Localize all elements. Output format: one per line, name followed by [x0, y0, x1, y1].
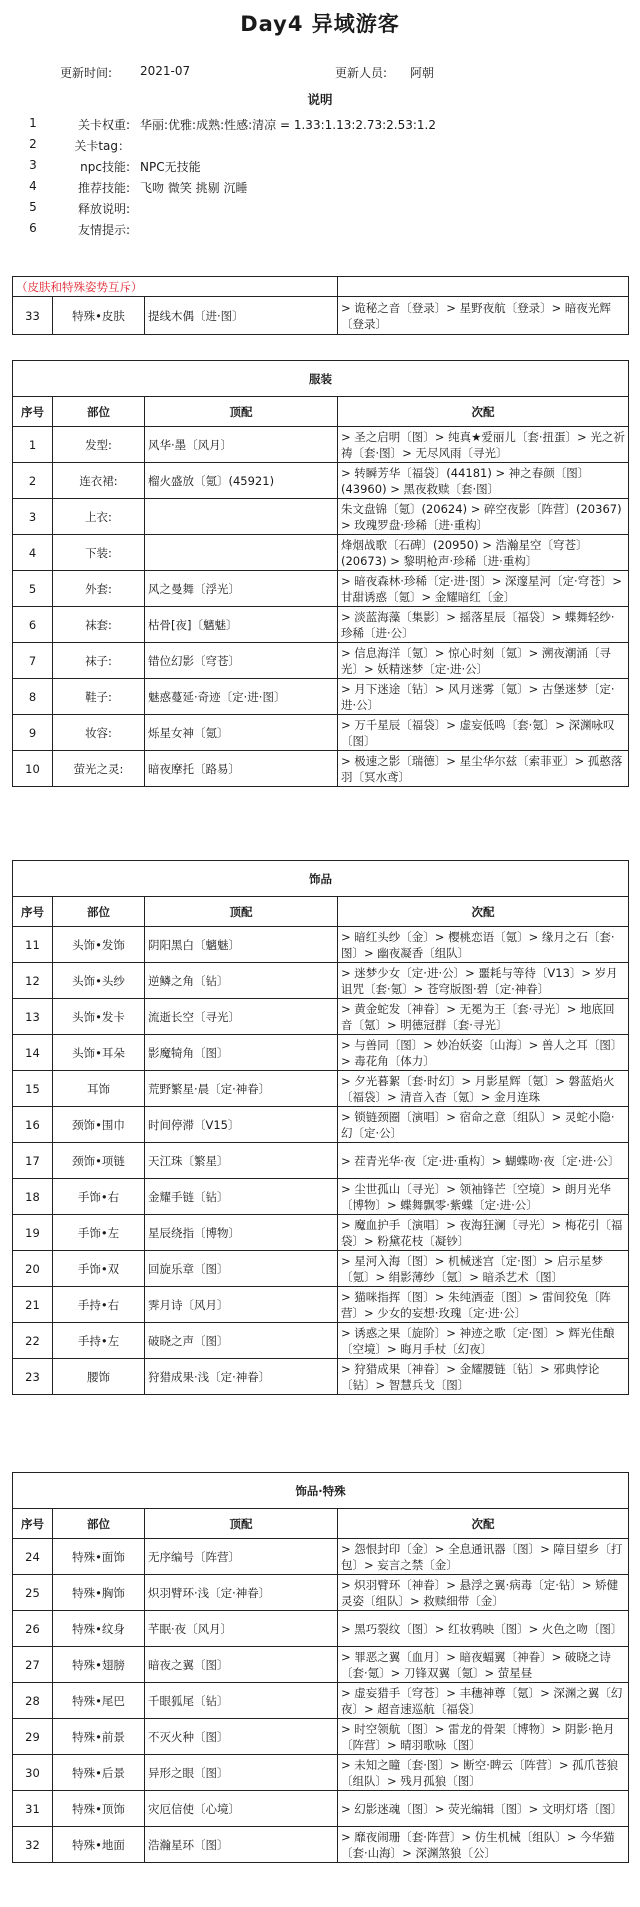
row-number: 1 [13, 427, 53, 463]
row-number: 26 [13, 1611, 53, 1647]
row-number: 2 [13, 463, 53, 499]
row-alt-picks: > 时空领航〔图〕> 雷龙的骨架〔博物〕> 阴影·艳月〔阵营〕> 晴羽歌咏〔图〕 [338, 1719, 629, 1755]
row-number: 32 [13, 1827, 53, 1863]
header-row [13, 1509, 629, 1539]
info-number: 3 [29, 158, 37, 172]
row-top-pick: 不灭火种〔图〕 [145, 1719, 338, 1755]
row-part: 袜子: [53, 643, 145, 679]
info-key: 关卡tag： [74, 139, 130, 153]
table-row [13, 1719, 629, 1755]
row-alt-picks: > 万千星辰〔福袋〕> 虚妄低鸣〔套·氪〕> 深渊咏叹〔图〕 [338, 715, 629, 751]
row-part: 袜套: [53, 607, 145, 643]
info-row [0, 221, 640, 241]
row-part: 头饰•头纱 [53, 963, 145, 999]
row-alt-picks: > 极速之影〔瑞德〕> 星尘华尔兹〔索菲亚〕> 孤憨落羽〔冥水鸢〕 [338, 751, 629, 787]
section-title: 服装 [13, 361, 629, 397]
info-value: NPC无技能 [140, 160, 201, 174]
row-number: 17 [13, 1143, 53, 1179]
row-part: 连衣裙: [53, 463, 145, 499]
table-row [13, 1827, 629, 1863]
info-key: npc技能: [80, 160, 130, 174]
row-top-pick: 榴火盛放〔氪〕(45921) [145, 463, 338, 499]
row-number: 22 [13, 1323, 53, 1359]
table-row [13, 679, 629, 715]
table-row [13, 1359, 629, 1395]
table-row [13, 643, 629, 679]
row-alt-picks: 朱文盘锦〔氪〕(20624) > 碎空夜影〔阵营〕(20367) > 玫瑰罗盘·珍稀〔进·重构〕 [338, 499, 629, 535]
table-row [13, 1179, 629, 1215]
row-top-pick [145, 499, 338, 535]
row-top-pick: 阴阳黑白〔魑魅〕 [145, 927, 338, 963]
info-row [0, 137, 640, 157]
row-top-pick: 逆鳞之角〔钻〕 [145, 963, 338, 999]
table-row [13, 1539, 629, 1575]
row-top-pick: 回旋乐章〔图〕 [145, 1251, 338, 1287]
table-row [13, 1143, 629, 1179]
table-row [13, 963, 629, 999]
info-key: 友情提示: [77, 223, 130, 237]
row-alt-picks: > 黄金蛇发〔神眷〕> 无冕为王〔套·寻光〕> 地底回音〔氪〕> 明德冠群〔套·寻光〕 [338, 999, 629, 1035]
table-row [13, 1251, 629, 1287]
row-part: 手持•右 [53, 1287, 145, 1323]
row-top-pick: 浩瀚星环〔图〕 [145, 1827, 338, 1863]
row-part: 特殊•顶饰 [53, 1791, 145, 1827]
row-part: 下装: [53, 535, 145, 571]
row-part: 发型: [53, 427, 145, 463]
column-header-part: 部位 [53, 397, 145, 427]
row-number: 18 [13, 1179, 53, 1215]
row-alt-picks: > 猫咪指挥〔图〕> 朱纯酒壶〔图〕> 雷间狡兔〔阵营〕> 少女的妄想·玫瑰〔定·进·公〕 [338, 1287, 629, 1323]
row-alt-picks: > 炽羽臂环〔神眷〕> 悬浮之翼·病毒〔定·钻〕> 矫健灵姿〔组队〕> 救赎细带〔金〕 [338, 1575, 629, 1611]
column-header-n: 序号 [13, 897, 53, 927]
row-number: 27 [13, 1647, 53, 1683]
row-top-pick: 炽羽臂环·浅〔定·神眷〕 [145, 1575, 338, 1611]
row-number: 9 [13, 715, 53, 751]
row-top-pick: 错位幻影〔穹苍〕 [145, 643, 338, 679]
table-row [13, 1107, 629, 1143]
row-part: 手持•左 [53, 1323, 145, 1359]
row-top-pick: 霁月诗〔风月〕 [145, 1287, 338, 1323]
row-part: 特殊•纹身 [53, 1611, 145, 1647]
row-number: 25 [13, 1575, 53, 1611]
row-number: 31 [13, 1791, 53, 1827]
table-row [13, 499, 629, 535]
section-title: 饰品·特殊 [13, 1473, 629, 1509]
row-alt-picks: > 虚妄猎手〔穹苍〕> 丰穗神尊〔氪〕> 深渊之翼〔幻夜〕> 超音速巡航〔福袋〕 [338, 1683, 629, 1719]
row-top-pick: 影魔犄角〔图〕 [145, 1035, 338, 1071]
table-row [13, 1323, 629, 1359]
column-header-top: 顶配 [145, 397, 338, 427]
row-number: 10 [13, 751, 53, 787]
row-top-pick [145, 535, 338, 571]
row-alt-picks: > 月下迷途〔钻〕> 风月迷雾〔氪〕> 古堡迷梦〔定·进·公〕 [338, 679, 629, 715]
table-row [13, 297, 629, 335]
table-row [13, 1071, 629, 1107]
skin-note: （皮肤和特殊姿势互斥） [13, 277, 338, 297]
section-table [12, 860, 629, 1395]
row-alt-picks: > 靡夜闹珊〔套·阵营〕> 仿生机械〔组队〕> 今华猫〔套·山海〕> 深渊煞狼〔公〕 [338, 1827, 629, 1863]
info-number: 6 [29, 221, 37, 235]
row-number: 15 [13, 1071, 53, 1107]
table-row [13, 1683, 629, 1719]
row-number: 14 [13, 1035, 53, 1071]
row-part: 手饰•左 [53, 1215, 145, 1251]
row-alt-picks: > 狩猎成果〔神眷〕> 金耀腰链〔钻〕> 邪典悖论〔钻〕> 智慧兵戈〔图〕 [338, 1359, 629, 1395]
column-header-alt: 次配 [338, 397, 629, 427]
table-row [13, 427, 629, 463]
row-top-pick: 提线木偶〔进·图〕 [145, 297, 338, 335]
table-row [13, 715, 629, 751]
row-alt-picks: > 锁链颈圈〔演唱〕> 宿命之意〔组队〕> 灵蛇小隐·幻〔定·公〕 [338, 1107, 629, 1143]
row-top-pick: 破晓之声〔图〕 [145, 1323, 338, 1359]
update-time-value: 2021-07 [140, 64, 191, 78]
row-number: 20 [13, 1251, 53, 1287]
row-number: 16 [13, 1107, 53, 1143]
info-number: 2 [29, 137, 37, 151]
row-top-pick: 异形之眼〔图〕 [145, 1755, 338, 1791]
row-number: 5 [13, 571, 53, 607]
table-row [13, 1611, 629, 1647]
row-alt-picks: > 黑巧裂纹〔图〕> 红妆鸦映〔图〕> 火色之吻〔图〕 [338, 1611, 629, 1647]
info-value: 飞吻 微笑 挑剔 沉睡 [140, 181, 248, 195]
section-table [12, 1472, 629, 1863]
section-table [12, 360, 629, 787]
row-alt-picks: > 信息海洋〔氪〕> 惊心时刻〔氪〕> 溯夜潮涌〔寻光〕> 妖精迷梦〔定·进·公〕 [338, 643, 629, 679]
row-number: 6 [13, 607, 53, 643]
row-part: 外套: [53, 571, 145, 607]
row-number: 12 [13, 963, 53, 999]
row-number: 23 [13, 1359, 53, 1395]
table-row [13, 1647, 629, 1683]
row-alt-picks: > 怨恨封印〔金〕> 全息通讯器〔图〕> 障目望乡〔打包〕> 妄言之禁〔金〕 [338, 1539, 629, 1575]
row-part: 特殊•前景 [53, 1719, 145, 1755]
row-top-pick: 时间停滞〔V15〕 [145, 1107, 338, 1143]
info-number: 4 [29, 179, 37, 193]
page-title: Day4 异域游客 [240, 12, 400, 36]
updater-value: 阿朝 [410, 66, 435, 80]
row-top-pick: 芊眠·夜〔风月〕 [145, 1611, 338, 1647]
row-top-pick: 灾厄信使〔心境〕 [145, 1791, 338, 1827]
info-row [0, 158, 640, 178]
row-top-pick: 星辰绕指〔博物〕 [145, 1215, 338, 1251]
row-alt-picks: > 星河入海〔图〕> 机械迷宫〔定·图〕> 启示星梦〔氪〕> 绢影薄纱〔氪〕> 暗杀艺术〔图〕 [338, 1251, 629, 1287]
row-number: 11 [13, 927, 53, 963]
info-key: 关卡权重: [77, 118, 130, 132]
row-part: 腰饰 [53, 1359, 145, 1395]
column-header-n: 序号 [13, 1509, 53, 1539]
row-number: 33 [13, 297, 53, 335]
row-top-pick: 金耀手链〔钻〕 [145, 1179, 338, 1215]
row-alt-picks: > 诡秘之音〔登录〕> 星野夜航〔登录〕> 暗夜光辉〔登录〕 [338, 297, 629, 335]
row-part: 手饰•双 [53, 1251, 145, 1287]
row-part: 颈饰•项链 [53, 1143, 145, 1179]
table-row [13, 1575, 629, 1611]
row-part: 头饰•发卡 [53, 999, 145, 1035]
table-row [13, 463, 629, 499]
row-part: 特殊•翅膀 [53, 1647, 145, 1683]
row-top-pick: 风之曼舞〔浮光〕 [145, 571, 338, 607]
row-top-pick: 暗夜摩托〔路易〕 [145, 751, 338, 787]
row-part: 鞋子: [53, 679, 145, 715]
row-part: 特殊•胸饰 [53, 1575, 145, 1611]
info-row [0, 116, 640, 136]
row-alt-picks: > 转瞬芳华〔福袋〕(44181) > 神之春颜〔图〕(43960) > 黑夜救赎〔套·图〕 [338, 463, 629, 499]
row-part: 特殊•皮肤 [53, 297, 145, 335]
row-alt-picks: > 暗夜森林·珍稀〔定·进·图〕> 深邃星河〔定·穹苍〕> 甘甜诱惑〔氪〕> 金耀暗红〔金〕 [338, 571, 629, 607]
info-number: 1 [29, 116, 37, 130]
row-top-pick: 千眼狐尾〔钻〕 [145, 1683, 338, 1719]
row-alt-picks: > 迷梦少女〔定·进·公〕> 噩耗与等待〔V13〕> 岁月诅咒〔套·氪〕> 苍穹版图·碧〔定·神眷〕 [338, 963, 629, 999]
row-top-pick: 风华·墨〔风月〕 [145, 427, 338, 463]
row-number: 8 [13, 679, 53, 715]
row-part: 耳饰 [53, 1071, 145, 1107]
row-top-pick: 天江珠〔繁星〕 [145, 1143, 338, 1179]
row-part: 头饰•耳朵 [53, 1035, 145, 1071]
row-number: 3 [13, 499, 53, 535]
row-part: 特殊•后景 [53, 1755, 145, 1791]
row-number: 4 [13, 535, 53, 571]
info-number: 5 [29, 200, 37, 214]
row-top-pick: 暗夜之翼〔图〕 [145, 1647, 338, 1683]
row-top-pick: 无序编号〔阵营〕 [145, 1539, 338, 1575]
info-value: 华丽:优雅:成熟:性感:清凉 = 1.33:1.13:2.73:2.53:1.2 [140, 118, 436, 132]
column-header-top: 顶配 [145, 1509, 338, 1539]
row-part: 头饰•发饰 [53, 927, 145, 963]
row-top-pick: 狩猎成果·浅〔定·神眷〕 [145, 1359, 338, 1395]
row-alt-picks: > 夕光暮絮〔套·时幻〕> 月影星辉〔氪〕> 磐蓝焰火〔福袋〕> 清音入杳〔氪〕> 金月连珠 [338, 1071, 629, 1107]
row-part: 特殊•尾巴 [53, 1683, 145, 1719]
row-alt-picks: > 暗红头纱〔金〕> 樱桃恋语〔氪〕> 缘月之石〔套·图〕> 幽夜凝香〔组队〕 [338, 927, 629, 963]
row-part: 特殊•面饰 [53, 1539, 145, 1575]
row-alt-picks: > 诱惑之果〔旋阶〕> 神迹之歌〔定·图〕> 辉光佳酿〔空境〕> 晦月手杖〔幻夜〕 [338, 1323, 629, 1359]
row-top-pick: 魅惑蔓延·奇迹〔定·进·图〕 [145, 679, 338, 715]
row-top-pick: 烁星女神〔氪〕 [145, 715, 338, 751]
update-time-label: 更新时间: [60, 66, 113, 80]
header-row [13, 397, 629, 427]
table-row [13, 999, 629, 1035]
header-row [13, 897, 629, 927]
row-number: 30 [13, 1755, 53, 1791]
row-alt-picks: > 尘世孤山〔寻光〕> 领袖锋芒〔空境〕> 朗月光华〔博物〕> 蝶舞飘零·紫蝶〔定·进·公〕 [338, 1179, 629, 1215]
row-part: 上衣: [53, 499, 145, 535]
row-alt-picks: > 未知之瞳〔套·图〕> 断空·睥云〔阵营〕> 孤爪苍狼〔组队〕> 残月孤狼〔图〕 [338, 1755, 629, 1791]
section-title: 饰品 [13, 861, 629, 897]
row-top-pick: 枯骨[夜]〔魑魅〕 [145, 607, 338, 643]
row-alt-picks: > 圣之启明〔图〕> 纯真★爱丽儿〔套·扭蛋〕> 光之祈祷〔套·图〕> 无尽风雨〔寻光〕 [338, 427, 629, 463]
row-number: 28 [13, 1683, 53, 1719]
table-row [13, 607, 629, 643]
row-number: 24 [13, 1539, 53, 1575]
row-part: 萤光之灵: [53, 751, 145, 787]
info-key: 推荐技能: [77, 181, 130, 195]
table-row [13, 535, 629, 571]
row-number: 21 [13, 1287, 53, 1323]
notes-heading: 说明 [307, 92, 333, 107]
row-alt-picks: > 罪恶之翼〔血月〕> 暗夜蝠翼〔神眷〕> 破晓之诗〔套·氪〕> 刀锋双翼〔氪〕> 萤星昼 [338, 1647, 629, 1683]
skin-table [12, 276, 629, 335]
column-header-part: 部位 [53, 1509, 145, 1539]
row-alt-picks: > 幻影迷魂〔图〕> 荧光编辑〔图〕> 文明灯塔〔图〕 [338, 1791, 629, 1827]
row-part: 手饰•右 [53, 1179, 145, 1215]
row-top-pick: 荒野繁星·晨〔定·神眷〕 [145, 1071, 338, 1107]
table-row [13, 927, 629, 963]
row-top-pick: 流逝长空〔寻光〕 [145, 999, 338, 1035]
table-row [13, 1791, 629, 1827]
row-part: 特殊•地面 [53, 1827, 145, 1863]
row-part: 妆容: [53, 715, 145, 751]
info-row [0, 179, 640, 199]
table-row [13, 1287, 629, 1323]
column-header-alt: 次配 [338, 1509, 629, 1539]
row-part: 颈饰•围巾 [53, 1107, 145, 1143]
row-number: 13 [13, 999, 53, 1035]
column-header-alt: 次配 [338, 897, 629, 927]
skin-note-blank [338, 277, 629, 297]
info-row [0, 200, 640, 220]
column-header-n: 序号 [13, 397, 53, 427]
updater-label: 更新人员: [335, 66, 388, 80]
row-number: 7 [13, 643, 53, 679]
row-alt-picks: 烽烟战歌〔石碑〕(20950) > 浩瀚星空〔穹苍〕(20673) > 黎明枪声·珍稀〔进·重构〕 [338, 535, 629, 571]
table-row [13, 1215, 629, 1251]
row-alt-picks: > 与兽同〔图〕> 妙冶妖姿〔山海〕> 兽人之耳〔图〕> 毒花角〔体力〕 [338, 1035, 629, 1071]
row-alt-picks: > 魔血护手〔演唱〕> 夜海狂澜〔寻光〕> 梅花引〔福袋〕> 粉黛花枝〔凝钞〕 [338, 1215, 629, 1251]
column-header-part: 部位 [53, 897, 145, 927]
row-number: 29 [13, 1719, 53, 1755]
row-alt-picks: > 茬青光华·夜〔定·进·重构〕> 蝴蝶吻·夜〔定·进·公〕 [338, 1143, 629, 1179]
table-row [13, 751, 629, 787]
info-key: 释放说明: [77, 202, 130, 216]
row-number: 19 [13, 1215, 53, 1251]
row-alt-picks: > 淡蓝海藻〔集影〕> 摇落星辰〔福袋〕> 蝶舞轻纱·珍稀〔进·公〕 [338, 607, 629, 643]
column-header-top: 顶配 [145, 897, 338, 927]
table-row [13, 571, 629, 607]
table-row [13, 1035, 629, 1071]
table-row [13, 1755, 629, 1791]
